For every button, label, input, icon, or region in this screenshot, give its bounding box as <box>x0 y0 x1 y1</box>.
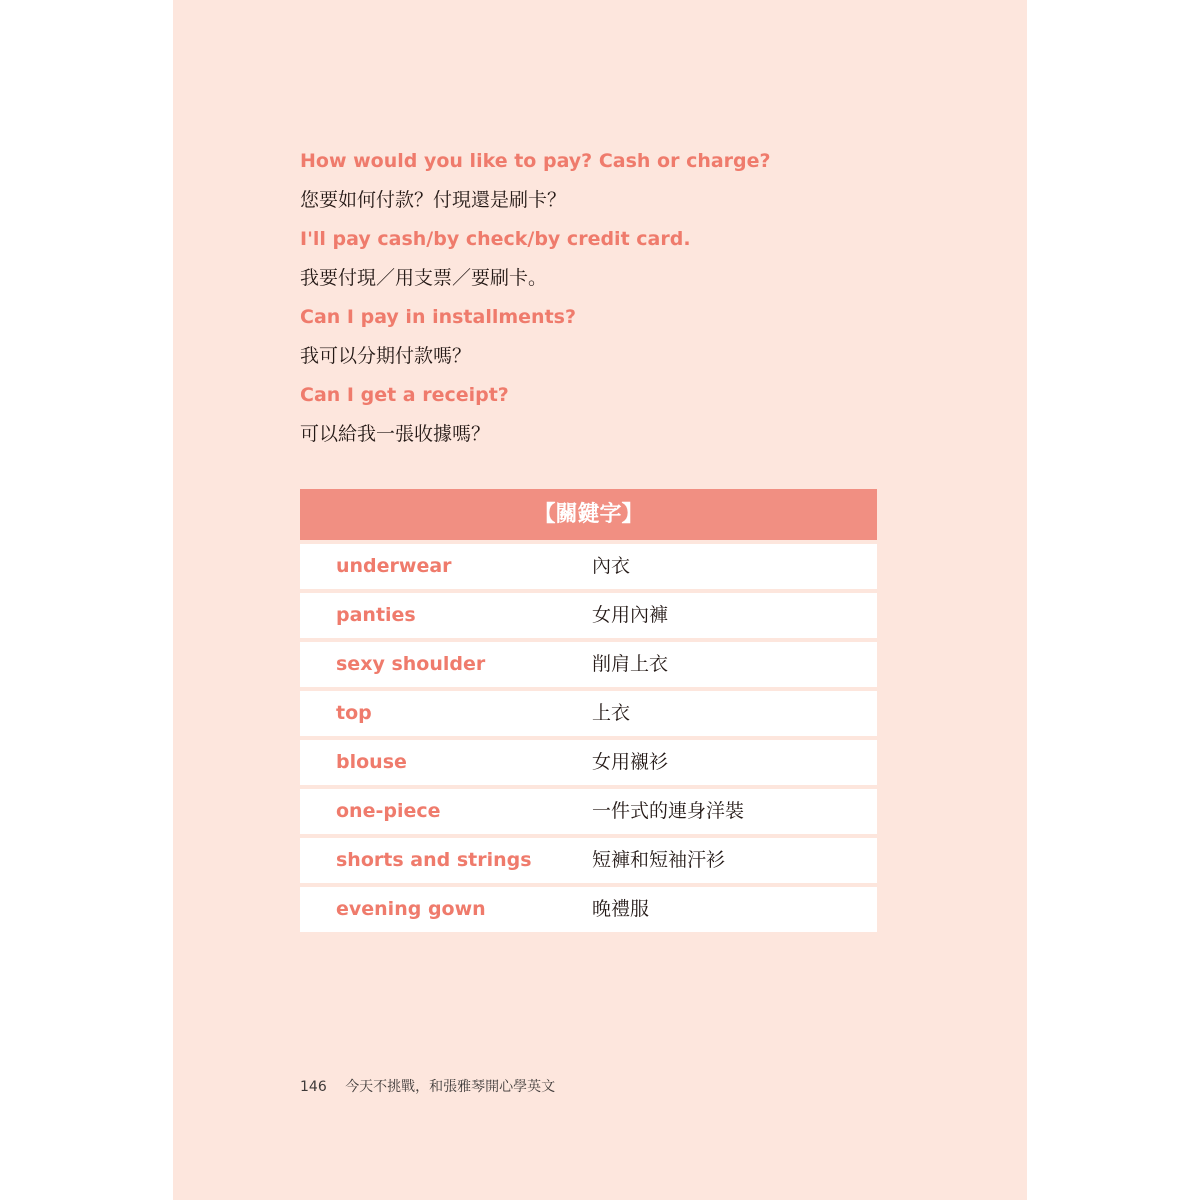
book-title: 今天不挑戰，和張雅琴開心學英文 <box>345 1079 556 1095</box>
table-row <box>300 544 877 589</box>
table-row <box>300 789 877 834</box>
phrase-chinese: 您要如何付款？付現還是刷卡？ <box>300 189 567 211</box>
keyword-term: panties <box>336 604 416 626</box>
phrase-chinese: 我要付現／用支票／要刷卡。 <box>300 267 548 289</box>
phrase-chinese: 我可以分期付款嗎？ <box>300 345 472 367</box>
phrase-english: I'll pay cash/by check/by credit card. <box>300 228 691 250</box>
keyword-term: evening gown <box>336 898 486 920</box>
phrase-chinese: 可以給我一張收據嗎？ <box>300 423 491 445</box>
keyword-term: shorts and strings <box>336 849 532 871</box>
keyword-meaning: 削肩上衣 <box>592 653 669 675</box>
keyword-meaning: 短褲和短袖汗衫 <box>592 849 726 871</box>
keyword-term: one-piece <box>336 800 441 822</box>
keyword-table-header: 【關鍵字】 <box>300 489 877 540</box>
keyword-meaning: 女用襯衫 <box>592 751 669 773</box>
keyword-term: sexy shoulder <box>336 653 486 675</box>
table-row <box>300 838 877 883</box>
page-number: 146 <box>300 1079 327 1095</box>
keyword-term: blouse <box>336 751 407 773</box>
phrase-list <box>300 142 900 454</box>
phrase-english: Can I pay in installments? <box>300 306 576 328</box>
keyword-meaning: 內衣 <box>592 555 631 577</box>
keyword-table <box>300 489 877 932</box>
keyword-term: top <box>336 702 372 724</box>
keyword-meaning: 上衣 <box>592 702 631 724</box>
table-row <box>300 691 877 736</box>
table-row <box>300 593 877 638</box>
phrase-english: Can I get a receipt? <box>300 384 509 406</box>
phrase-english: How would you like to pay? Cash or charge? <box>300 150 771 172</box>
table-row <box>300 740 877 785</box>
page-footer <box>300 1076 555 1096</box>
keyword-meaning: 晚禮服 <box>592 898 650 920</box>
keyword-term: underwear <box>336 555 452 577</box>
keyword-meaning: 女用內褲 <box>592 604 669 626</box>
table-row <box>300 642 877 687</box>
keyword-meaning: 一件式的連身洋裝 <box>592 800 745 822</box>
table-row <box>300 887 877 932</box>
